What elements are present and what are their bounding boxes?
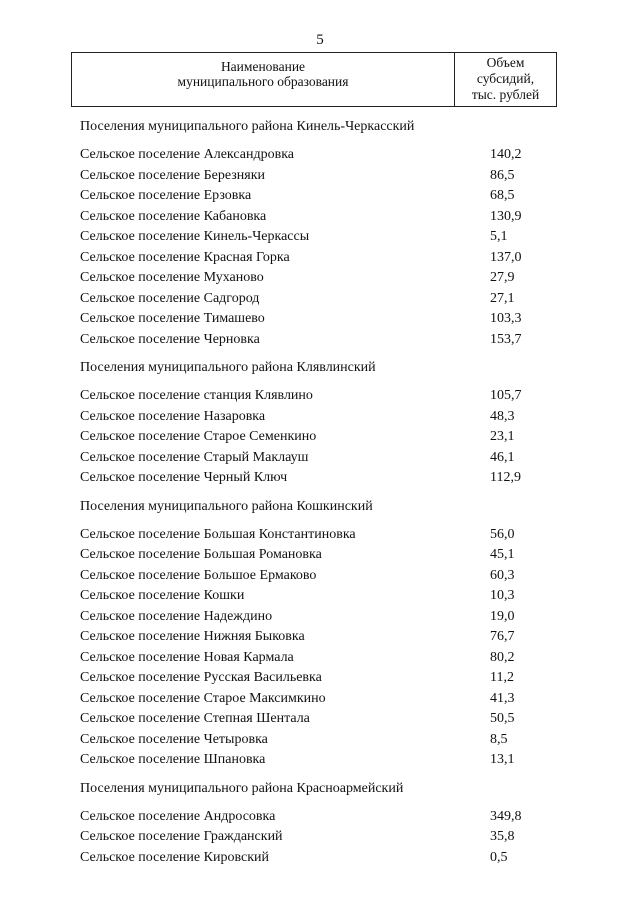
settlement-name: Сельское поселение Александровка [80,147,295,162]
settlement-name: Сельское поселение Тимашево [80,311,265,326]
header-name-line: муниципального образования [177,74,349,89]
table-row [80,525,550,546]
settlement-name: Сельское поселение Нижняя Быковка [80,629,305,644]
settlement-name: Сельское поселение Старое Максимкино [80,690,326,706]
table-row [80,827,550,848]
table-row [80,730,550,751]
table-row [80,330,550,351]
subsidy-amount: 27,1 [490,290,515,306]
table-row [80,566,550,587]
table-row [80,289,550,310]
settlement-name: Сельское поселение Назаровка [80,408,266,424]
settlement-name: Сельское поселение Черновка [80,331,260,347]
settlement-name: Сельское поселение станция Клявлино [80,388,313,403]
table-row [80,309,550,330]
subsidy-amount: 11,2 [490,670,514,685]
table-row [80,668,550,689]
subsidy-amount: 23,1 [490,429,515,444]
settlement-name: Сельское поселение Старый Маклауш [80,449,309,465]
header-name-column [72,53,455,106]
settlement-name: Сельское поселение Степная Шентала [80,711,310,726]
settlement-name: Сельское поселение Муханово [80,270,264,285]
table-row [80,166,550,187]
subsidy-table-body [80,117,550,876]
table-row [80,448,550,469]
municipal-district-section [80,117,550,350]
settlement-name: Сельское поселение Кировский [80,849,269,865]
settlement-name: Сельское поселение Кабановка [80,208,267,224]
subsidy-amount: 137,0 [490,249,522,265]
section-title: Поселения муниципального района Кинель-Черкасский [80,119,415,134]
subsidy-amount: 0,5 [490,849,508,865]
subsidy-amount: 35,8 [490,829,515,844]
table-row [80,607,550,628]
settlement-name: Сельское поселение Большая Константиновка [80,526,356,542]
table-row [80,545,550,566]
page-number: 5 [316,32,324,48]
section-title: Поселения муниципального района Красноармейский [80,780,404,796]
settlement-name: Сельское поселение Кинель-Черкассы [80,229,310,244]
table-row [80,848,550,869]
subsidy-amount: 80,2 [490,649,515,665]
settlement-name: Сельское поселение Большая Романовка [80,547,322,562]
subsidy-amount: 8,5 [490,731,508,747]
table-row [80,386,550,407]
header-value-line: тыс. рублей [471,87,540,102]
subsidy-amount: 41,3 [490,690,515,706]
table-row [80,627,550,648]
subsidy-amount: 103,3 [490,311,522,326]
subsidy-amount: 86,5 [490,167,515,183]
subsidy-amount: 10,3 [490,588,515,603]
settlement-name: Сельское поселение Черный Ключ [80,470,288,485]
table-row [80,709,550,730]
subsidy-amount: 349,8 [490,808,522,824]
municipal-district-section [80,497,550,771]
table-row [80,689,550,710]
settlement-name: Сельское поселение Русская Васильевка [80,670,322,685]
subsidy-amount: 19,0 [490,608,515,624]
subsidy-amount: 76,7 [490,629,515,644]
subsidy-amount: 45,1 [490,547,515,562]
subsidy-amount: 46,1 [490,449,515,465]
subsidy-amount: 5,1 [490,229,508,244]
header-value-column [455,53,556,106]
subsidy-amount: 27,9 [490,270,515,285]
table-row [80,227,550,248]
settlement-name: Сельское поселение Гражданский [80,829,283,844]
municipal-district-section [80,779,550,869]
subsidy-amount: 13,1 [490,752,515,767]
header-value-line: Объем [486,55,525,70]
table-row [80,648,550,669]
subsidy-amount: 50,5 [490,711,515,726]
table-header [71,52,557,107]
settlement-name: Сельское поселение Большое Ермаково [80,567,317,583]
settlement-name: Сельское поселение Четыровка [80,731,268,747]
header-name-line: Наименование [220,59,306,74]
table-row [80,145,550,166]
subsidy-amount: 130,9 [490,208,522,224]
table-row [80,807,550,828]
settlement-name: Сельское поселение Кошки [80,588,245,603]
settlement-name: Сельское поселение Березняки [80,167,266,183]
table-row [80,248,550,269]
table-row [80,468,550,489]
subsidy-amount: 68,5 [490,188,515,203]
subsidy-amount: 140,2 [490,147,522,162]
settlement-name: Сельское поселение Андросовка [80,808,276,824]
table-row [80,186,550,207]
subsidy-amount: 112,9 [490,470,521,485]
subsidy-amount: 48,3 [490,408,515,424]
header-value-line: субсидий, [476,71,535,86]
settlement-name: Сельское поселение Шпановка [80,752,266,767]
table-row [80,207,550,228]
settlement-name: Сельское поселение Красная Горка [80,249,290,265]
section-title: Поселения муниципального района Клявлинский [80,360,376,375]
settlement-name: Сельское поселение Новая Кармала [80,649,294,665]
table-row [80,268,550,289]
table-row [80,750,550,771]
section-title: Поселения муниципального района Кошкинский [80,498,373,514]
subsidy-amount: 105,7 [490,388,522,403]
table-row [80,427,550,448]
subsidy-amount: 56,0 [490,526,515,542]
subsidy-amount: 153,7 [490,331,522,347]
table-row [80,586,550,607]
settlement-name: Сельское поселение Старое Семенкино [80,429,317,444]
municipal-district-section [80,358,550,489]
settlement-name: Сельское поселение Садгород [80,290,260,306]
settlement-name: Сельское поселение Ерзовка [80,188,252,203]
table-row [80,407,550,428]
settlement-name: Сельское поселение Надеждино [80,608,273,624]
subsidy-amount: 60,3 [490,567,515,583]
